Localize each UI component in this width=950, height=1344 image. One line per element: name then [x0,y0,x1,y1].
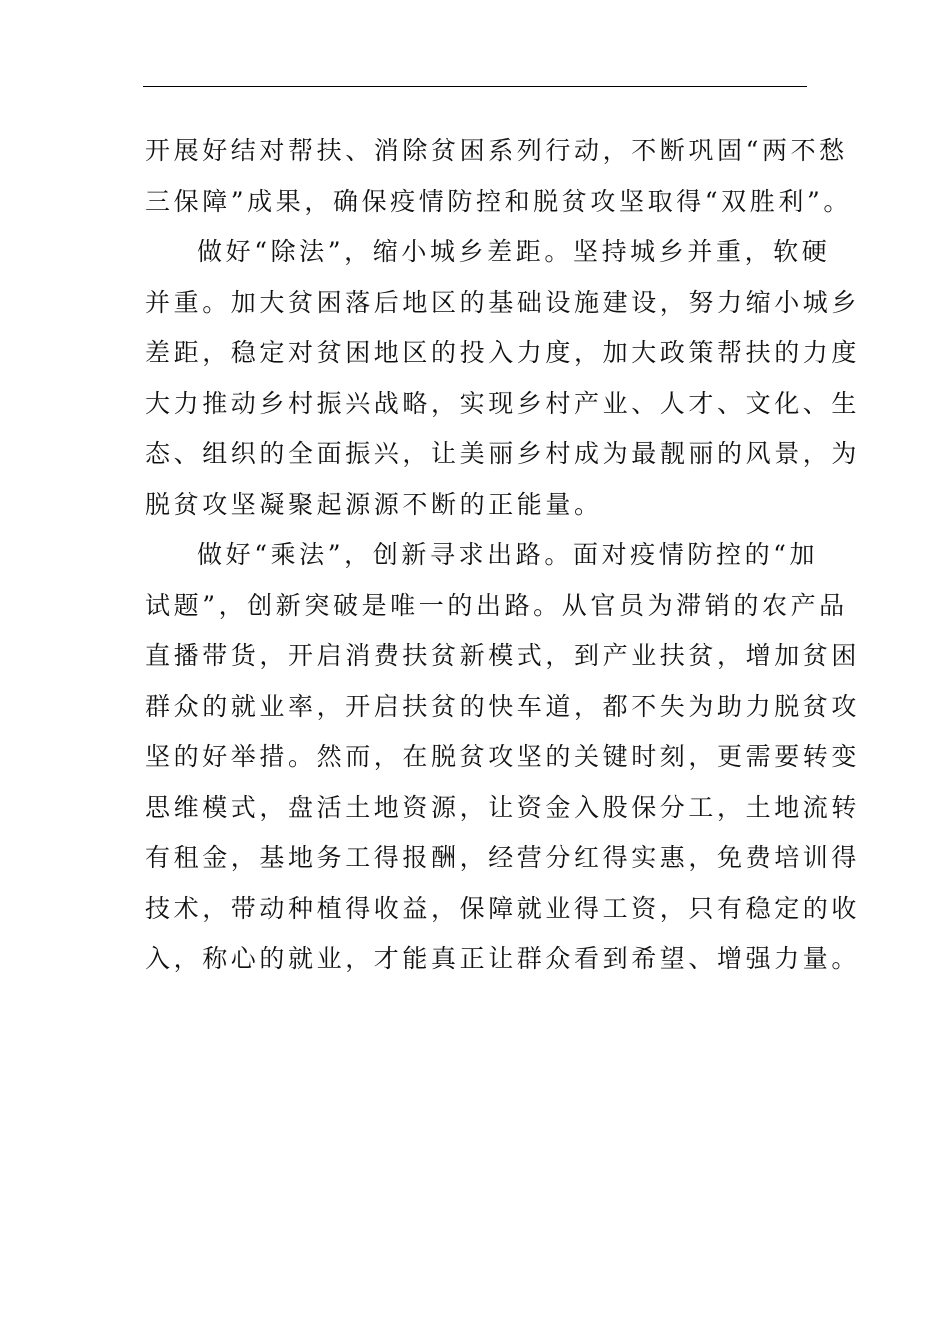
paragraph-2 [145,227,861,530]
text-line: 试题”，创新突破是唯一的出路。从官员为滞销的农产品 [145,590,848,620]
text-line: 技术，带动种植得收益，保障就业得工资，只有稳定的收 [145,893,861,923]
header-rule [143,86,807,87]
text-line: 坚的好举措。然而，在脱贫攻坚的关键时刻，更需要转变 [145,742,861,771]
text-line: 大力推动乡村振兴战略，实现乡村产业、人才、文化、生 [145,388,861,418]
text-line: 直播带货，开启消费扶贫新模式，到产业扶贫，增加贫困 [145,641,861,670]
paragraph-1 [145,126,852,227]
document-body [145,126,861,985]
text-line: 做好“乘法”，创新寻求出路。面对疫情防控的“加 [197,540,819,569]
text-line: 群众的就业率，开启扶贫的快车道，都不失为助力脱贫攻 [145,691,861,721]
text-line: 态、组织的全面振兴，让美丽乡村成为最靓丽的风景，为 [145,439,861,468]
text-line: 思维模式，盘活土地资源，让资金入股保分工，土地流转 [145,792,861,822]
text-line: 脱贫攻坚凝聚起源源不断的正能量。 [145,489,603,519]
text-line: 差距，稳定对贫困地区的投入力度，加大政策帮扶的力度 [145,338,861,367]
text-line: 做好“除法”，缩小城乡差距。坚持城乡并重，软硬 [197,237,831,266]
paragraph-3 [145,530,861,985]
text-line: 并重。加大贫困落后地区的基础设施建设，努力缩小城乡 [145,287,861,317]
text-line: 三保障”成果，确保疫情防控和脱贫攻坚取得“双胜利”。 [145,186,852,216]
text-line: 有租金，基地务工得报酬，经营分红得实惠，免费培训得 [145,843,861,872]
text-line: 开展好结对帮扶、消除贫困系列行动，不断巩固“两不愁 [145,136,848,165]
text-line: 入，称心的就业，才能真正让群众看到希望、增强力量。 [145,944,861,973]
